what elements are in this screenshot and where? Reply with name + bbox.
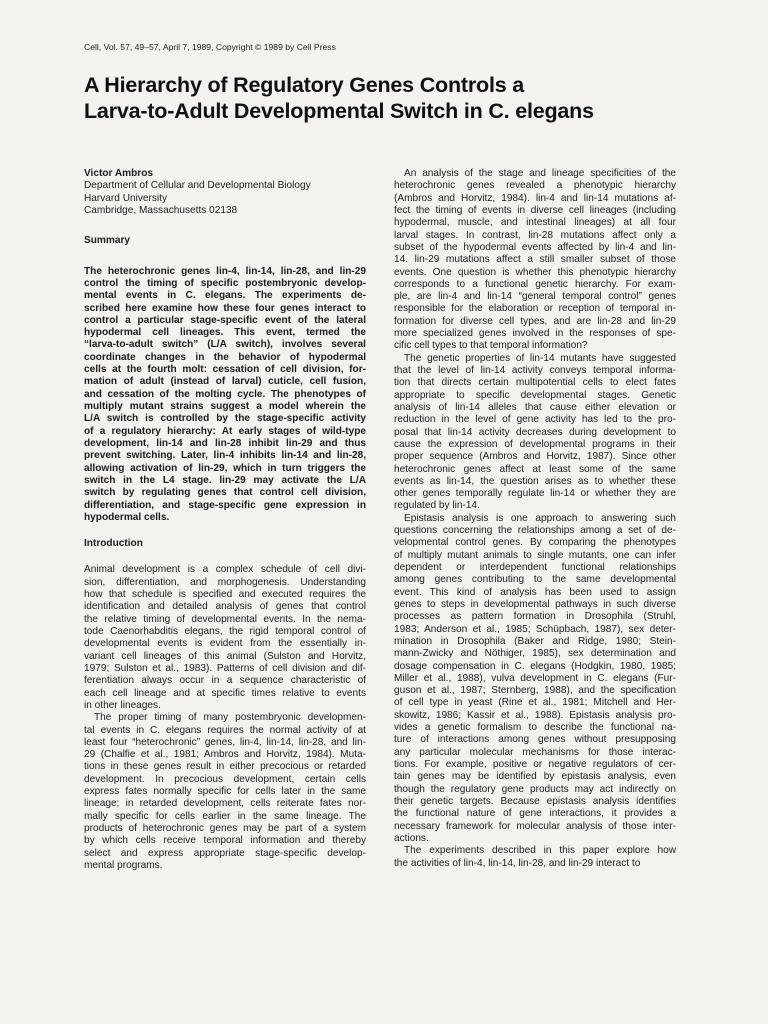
affiliation-line: Department of Cellular and Developmental Biology: [84, 180, 311, 192]
text-line: guson et al., 1987; Sternberg, 1988), and the specification: [394, 685, 676, 697]
text-line: Miller et al., 1988), vulva development in C. elegans (Fur-: [394, 672, 676, 684]
title-line: A Hierarchy of Regulatory Genes Controls a: [84, 73, 525, 97]
text-line: differentiation, and stage-specific gene expression in: [84, 499, 366, 511]
text-line: 29 (Chalfie et al., 1981; Ambros and Horvitz, 1984). Muta-: [84, 749, 366, 761]
paragraph: [394, 845, 676, 870]
text-line: scribed here examine how these four genes interact to: [84, 302, 366, 314]
text-line: actions.: [394, 832, 429, 844]
text-line: mation of adult (instead of larval) cuticle, cell fusion,: [84, 376, 366, 388]
text-line: switch in the L4 stage. lin-29 may activate the L/A: [84, 474, 366, 486]
text-line: development. In precocious development, certain cells: [84, 773, 366, 785]
text-line: hypodermal cell lineages. This event, termed the: [84, 327, 366, 339]
text-line: 1983; Anderson et al., 1985; Schüpbach, 1987), sex deter-: [394, 623, 676, 635]
text-line: The proper timing of many postembryonic developmen-: [94, 712, 366, 724]
text-line: control a particular stage-specific event of the lateral: [84, 314, 366, 326]
text-line: fect the timing of events in diverse cell lineages (including: [394, 204, 676, 216]
author-block: [84, 168, 366, 217]
text-line: ple, are lin-4 and lin-14 “general temporal control” genes: [394, 291, 676, 303]
text-line: mann-Zwicky and Nöthiger, 1985), sex determination and: [394, 648, 676, 660]
text-line: tode Caenorhabditis elegans, the rigid temporal control of: [84, 626, 366, 637]
text-line: development, lin-14 and lin-28 inhibit lin-29 and thus: [84, 437, 366, 449]
text-line: any particular molecular mechanisms for those interac-: [394, 746, 676, 758]
text-line: ferentiation always occur in a sequence characteristic of: [84, 675, 366, 687]
text-line: of a regulatory hierarchy: At early stages of wild-type: [84, 425, 366, 437]
text-line: that the level of lin-14 activity conveys temporal informa-: [394, 365, 676, 376]
text-line: cause the expression of developmental programs in their: [394, 438, 676, 450]
text-line: tions in these genes result in either precocious or retarded: [84, 761, 366, 773]
text-line: appropriate to specific developmental stages. Genetic: [394, 389, 676, 401]
text-line: skowitz, 1986; Kassir et al., 1988). Epistasis analysis pro-: [394, 709, 676, 721]
paragraph: [394, 353, 676, 513]
text-line: tain genes may be identified by epistasis analysis, even: [394, 771, 676, 783]
text-line: events as lin-14, the question arises as to whether these: [394, 475, 676, 487]
text-line: The genetic properties of lin-14 mutants have suggested: [404, 352, 676, 364]
text-line: multiply mutant strains suggest a model wherein the: [84, 401, 366, 412]
text-line: control the timing of specific postembryonic develop-: [84, 277, 366, 289]
title-line: Larva-to-Adult Developmental Switch in C. elegans: [84, 99, 594, 123]
article-title: [84, 72, 704, 124]
text-line: developmental events is evident from the essentially in-: [84, 638, 366, 650]
text-line: questions concerning the relationships among a set of de-: [394, 525, 676, 537]
text-line: 14. lin-29 mutations affect a still smaller subset of those: [394, 254, 676, 266]
text-line: necessary framework for molecular analysis of those inter-: [394, 820, 676, 832]
summary-heading: Summary: [84, 235, 131, 247]
paragraph: [84, 564, 366, 712]
text-line: and cessation of the molting cycle. The phenotypes of: [84, 388, 366, 400]
text-line: select and express appropriate stage-specific develop-: [84, 847, 366, 859]
author-name: Victor Ambros: [84, 168, 153, 179]
text-line: posal that lin-14 activity decreases during development to: [394, 426, 676, 438]
text-line: ture of interactions among genes without presupposing: [394, 734, 676, 746]
journal-citation: Cell, Vol. 57, 49–57, April 7, 1989, Copyright © 1989 by Cell Press: [84, 42, 336, 52]
text-line: (Ambros and Horvitz, 1984). lin-4 and lin-14 mutations af-: [394, 192, 676, 204]
text-line: mental events in C. elegans. The experiments de-: [84, 290, 366, 302]
text-line: vides a genetic formalism to describe the functional na-: [394, 722, 676, 734]
affiliation-line: Harvard University: [84, 192, 168, 204]
text-line: products of heterochronic genes may be part of a system: [84, 823, 366, 834]
text-line: prevent switching. Later, lin-4 inhibits lin-14 and lin-28,: [84, 450, 366, 462]
text-line: by which cells receive temporal information and thereby: [84, 835, 366, 847]
text-line: mental programs.: [84, 859, 163, 871]
text-line: of cell type in yeast (Rine et al., 1981; Mitchell and Her-: [394, 697, 676, 709]
text-line: velopmental control genes. By comparing the phenotypes: [394, 537, 676, 549]
text-line: event. This kind of analysis has been used to assign: [394, 586, 676, 598]
paragraph: [84, 712, 366, 872]
text-line: subset of the hypodermal events affected by lin-4 and lin-: [394, 241, 676, 253]
text-line: processes as pattern formation in Drosophila (Struhl,: [394, 611, 676, 623]
text-line: coordinate changes in the behavior of hypodermal: [84, 351, 366, 363]
text-line: the functional nature of gene interactions, it provides a: [394, 808, 676, 820]
text-line: lineage; in retarded development, cells reiterate fates nor-: [84, 798, 366, 810]
text-line: The experiments described in this paper explore how: [404, 845, 676, 857]
text-line: each cell lineage and at specific times relative to events: [84, 687, 366, 699]
text-line: variant cell lineages of this animal (Sulston and Horvitz,: [84, 650, 366, 662]
text-line: dosage compensation in C. elegans (Hodgkin, 1980, 1985;: [394, 660, 676, 672]
text-line: though the regulatory gene products may act indirectly on: [394, 783, 676, 795]
affiliation-line: Cambridge, Massachusetts 02138: [84, 204, 238, 216]
text-line: Animal development is a complex schedule of cell divi-: [84, 564, 366, 576]
summary-abstract: [84, 266, 366, 525]
text-line: allowing activation of lin-29, which in turn triggers the: [84, 462, 366, 474]
text-line: the relative timing of developmental events. In the nema-: [84, 613, 366, 625]
text-line: tal events in C. elegans requires the normal activity of at: [84, 724, 366, 736]
right-column: [394, 168, 676, 870]
text-line: switch by regulating genes that control cell division,: [84, 487, 366, 499]
text-line: responsible for the elaboration or reception of temporal in-: [394, 303, 676, 315]
text-line: tions. For example, positive or negative regulators of cer-: [394, 759, 676, 770]
text-line: Epistasis analysis is one approach to answering such: [404, 512, 676, 524]
text-line: reduction in the level of gene activity has led to the pro-: [394, 414, 676, 426]
text-line: heterochronic genes affect at least some of the same: [394, 463, 676, 475]
text-line: identification and detailed analysis of genes that control: [84, 601, 366, 613]
text-line: among genes contributing to the same developmental: [394, 574, 676, 586]
text-line: other genes temporally regulate lin-14 or whether they are: [394, 488, 676, 500]
text-line: cells at the fourth molt: cessation of cell division, for-: [84, 364, 366, 376]
text-line: “larva-to-adult switch” (L/A switch), involves several: [84, 339, 366, 351]
text-line: formation for diverse cell types, and are lin-28 and lin-29: [394, 315, 676, 327]
text-line: tion that directs certain multipotential cells to elect fates: [394, 377, 676, 389]
text-line: sion, differentiation, and morphogenesis. Understanding: [84, 576, 366, 588]
paragraph: [394, 168, 676, 353]
text-line: genes to steps in developmental pathways in such diverse: [394, 598, 676, 610]
text-line: L/A switch is controlled by the stage-specific activity: [84, 413, 366, 425]
text-line: more specialized genes involved in the responses of spe-: [394, 328, 676, 340]
text-line: An analysis of the stage and lineage specificities of the: [404, 168, 676, 179]
text-line: how that schedule is specified and executed requires the: [84, 589, 366, 601]
left-column: [84, 168, 366, 872]
text-line: least four “heterochronic” genes, lin-4, lin-14, lin-28, and lin-: [84, 736, 366, 748]
text-line: The heterochronic genes lin-4, lin-14, lin-28, and lin-29: [84, 265, 366, 277]
text-line: proper sequence (Ambros and Horvitz, 1987). Since other: [394, 451, 676, 463]
text-line: heterochronic genes revealed a phenotypic hierarchy: [394, 180, 676, 192]
text-line: in other lineages.: [84, 699, 161, 711]
text-line: events. One question is whether this phenotypic hierarchy: [394, 266, 676, 278]
text-line: 1979; Sulston et al., 1983). Patterns of cell division and dif-: [84, 662, 366, 674]
text-line: corresponds to a functional genetic hierarchy. For exam-: [394, 278, 676, 290]
introduction-heading: Introduction: [84, 538, 143, 550]
paragraph: [394, 513, 676, 845]
text-line: dependent or interdependent functional relationships: [394, 562, 676, 573]
text-line: analysis of lin-14 alleles that cause either elevation or: [394, 401, 676, 413]
text-line: hypodermal, muscle, and intestinal lineages) at all four: [394, 217, 676, 229]
text-line: of multiply mutant animals to single mutants, one can infer: [394, 549, 676, 561]
text-line: larval stages. In contrast, lin-28 mutations affect only a: [394, 229, 676, 241]
text-line: hypodermal cells.: [84, 511, 170, 523]
text-line: regulated by lin-14.: [394, 500, 480, 512]
text-line: mally specific for cells earlier in the same lineage. The: [84, 810, 366, 822]
text-line: the activities of lin-4, lin-14, lin-28, and lin-29 interact to: [394, 857, 641, 869]
text-line: express fates normally specific for cells later in the same: [84, 786, 366, 798]
introduction-body: [84, 564, 366, 872]
text-line: cific cell types to that temporal information?: [394, 340, 588, 352]
text-line: their genetic targets. Because epistasis analysis identifies: [394, 795, 676, 807]
text-line: mination in Drosophila (Baker and Ridge, 1980; Stein-: [394, 635, 676, 647]
